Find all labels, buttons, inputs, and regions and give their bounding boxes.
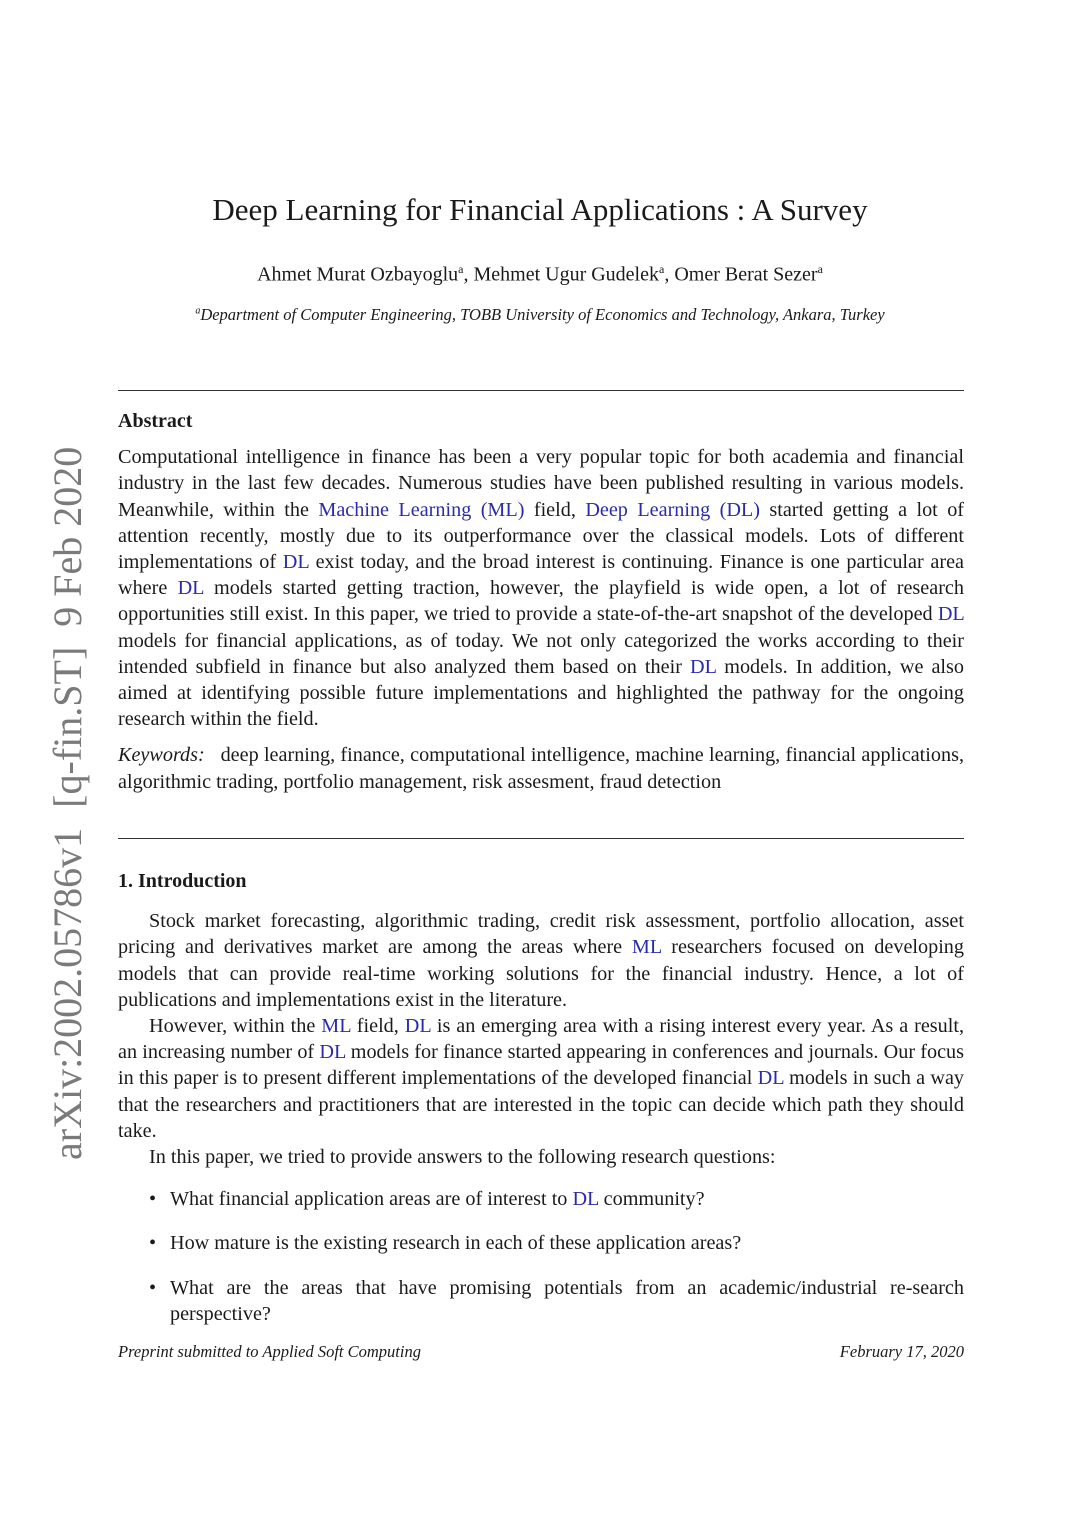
text-run: community? xyxy=(598,1188,705,1211)
acronym-link[interactable]: Machine Learning (ML) xyxy=(318,498,525,521)
affil-mark: a xyxy=(817,262,823,276)
footer-date: February 17, 2020 xyxy=(839,1342,964,1361)
author-list: Ahmet Murat Ozbayoglu$^a$, Mehmet Ugur Gudelek$^a$, Omer Berat Sezer$^a$ xyxy=(257,262,823,286)
arxiv-stamp: arXiv:2002.05786v1 [q-fin.ST] 9 Feb 2020 xyxy=(45,446,90,1160)
keywords-text: deep learning, finance, computational intelligence, machine learning, financial applications, algorithmic trading, portfolio management, risk assesment, fraud detection xyxy=(118,744,964,793)
affil-mark: a xyxy=(458,262,464,276)
acronym-link[interactable]: Deep Learning (DL) xyxy=(585,498,760,521)
abstract-heading: Abstract xyxy=(118,410,193,432)
introduction-body xyxy=(118,908,964,1170)
paragraph xyxy=(118,1013,964,1144)
author: Ahmet Murat Ozbayoglu xyxy=(257,263,459,286)
acronym-link[interactable]: DL xyxy=(404,1015,431,1038)
abstract-section xyxy=(118,408,964,795)
research-questions xyxy=(118,1186,964,1327)
text-run: models for financial applications, as of today. We not only categorized the works according to their intended subfield in finance but also analyzed them based on their xyxy=(118,629,964,678)
keywords-label: Keywords: xyxy=(118,744,205,767)
footer-journal: Preprint submitted to Applied Soft Computing xyxy=(118,1342,421,1361)
text-run: exist today, and the broad interest is continuing. Finance is one particular area where xyxy=(118,551,964,600)
keywords xyxy=(118,742,964,794)
acronym-link[interactable]: ML xyxy=(321,1015,351,1038)
introduction-section xyxy=(118,868,964,1345)
text-run: Computational intelligence in finance has been a very popular topic for both academia and financial industry in the last few decades. Numerous studies have been published resulting in various models. Meanwhile, within the xyxy=(118,446,964,521)
text-run: field, xyxy=(350,1015,405,1038)
author: Omer Berat Sezer xyxy=(674,263,818,286)
divider-top xyxy=(118,390,964,391)
text-run: Stock market forecasting, algorithmic trading, credit risk assessment, portfolio allocation, asset pricing and derivatives market are among the areas where xyxy=(118,910,964,959)
paragraph xyxy=(118,908,964,1013)
text-run: models for finance started appearing in conferences and journals. Our focus in this paper is to present different implementations of the developed financial xyxy=(118,1041,964,1090)
page-footer xyxy=(118,1342,964,1362)
text-run: However, within the xyxy=(149,1015,322,1038)
acronym-link[interactable]: DL xyxy=(177,577,204,600)
text-run: In this paper, we tried to provide answers to the following research questions: xyxy=(149,1146,776,1169)
text-run: started getting a lot of attention recently, mostly due to its outperformance over the classical models. Lots of different implementations of xyxy=(118,498,965,574)
text-run: How mature is the existing research in each of these application areas? xyxy=(170,1232,742,1255)
paragraph xyxy=(118,1144,964,1170)
acronym-link[interactable]: DL xyxy=(319,1041,346,1064)
affiliation-text: Department of Computer Engineering, TOBB University of Economics and Technology, Ankara, Turkey xyxy=(200,305,885,324)
text-run: field, xyxy=(524,498,586,521)
acronym-link[interactable]: DL xyxy=(572,1188,599,1211)
text-run: models in such a way that the researchers and practitioners that are interested in the topic can decide which path they should take. xyxy=(118,1067,965,1142)
question-item xyxy=(118,1275,964,1327)
acronym-link[interactable]: ML xyxy=(631,936,662,959)
acronym-link[interactable]: DL xyxy=(937,603,964,626)
text-run: models. In addition, we also aimed at identifying possible future implementations and highlighted the pathway for the ongoing research within the field. xyxy=(118,655,964,731)
abstract-body xyxy=(118,444,964,732)
text-run: models started getting traction, however, the playfield is wide open, a lot of research opportunities still exist. In this paper, we tried to provide a state-of-the-art snapshot of the developed xyxy=(118,577,964,626)
divider-bottom xyxy=(118,838,964,839)
text-run: What financial application areas are of interest to xyxy=(170,1188,573,1211)
author: Mehmet Ugur Gudelek xyxy=(473,263,659,286)
text-run: What are the areas that have promising potentials from an academic/industrial re-search perspective? xyxy=(170,1276,964,1325)
affiliation xyxy=(0,305,1080,325)
text-run: is an emerging area with a rising interest every year. As a result, an increasing number of xyxy=(118,1015,965,1064)
text-run: researchers focused on developing models that can provide real-time working solutions for the financial industry. Hence, a lot of publications and implementations exist in the literature. xyxy=(118,936,964,1011)
acronym-link[interactable]: DL xyxy=(282,551,309,574)
acronym-link[interactable]: DL xyxy=(690,655,717,678)
paper-title: Deep Learning for Financial Applications : A Survey xyxy=(212,192,868,227)
question-item xyxy=(118,1186,964,1212)
affil-mark: a xyxy=(195,305,201,317)
introduction-heading: 1. Introduction xyxy=(118,870,247,892)
question-item xyxy=(118,1230,964,1256)
affil-mark: a xyxy=(659,262,665,276)
acronym-link[interactable]: DL xyxy=(757,1067,784,1090)
